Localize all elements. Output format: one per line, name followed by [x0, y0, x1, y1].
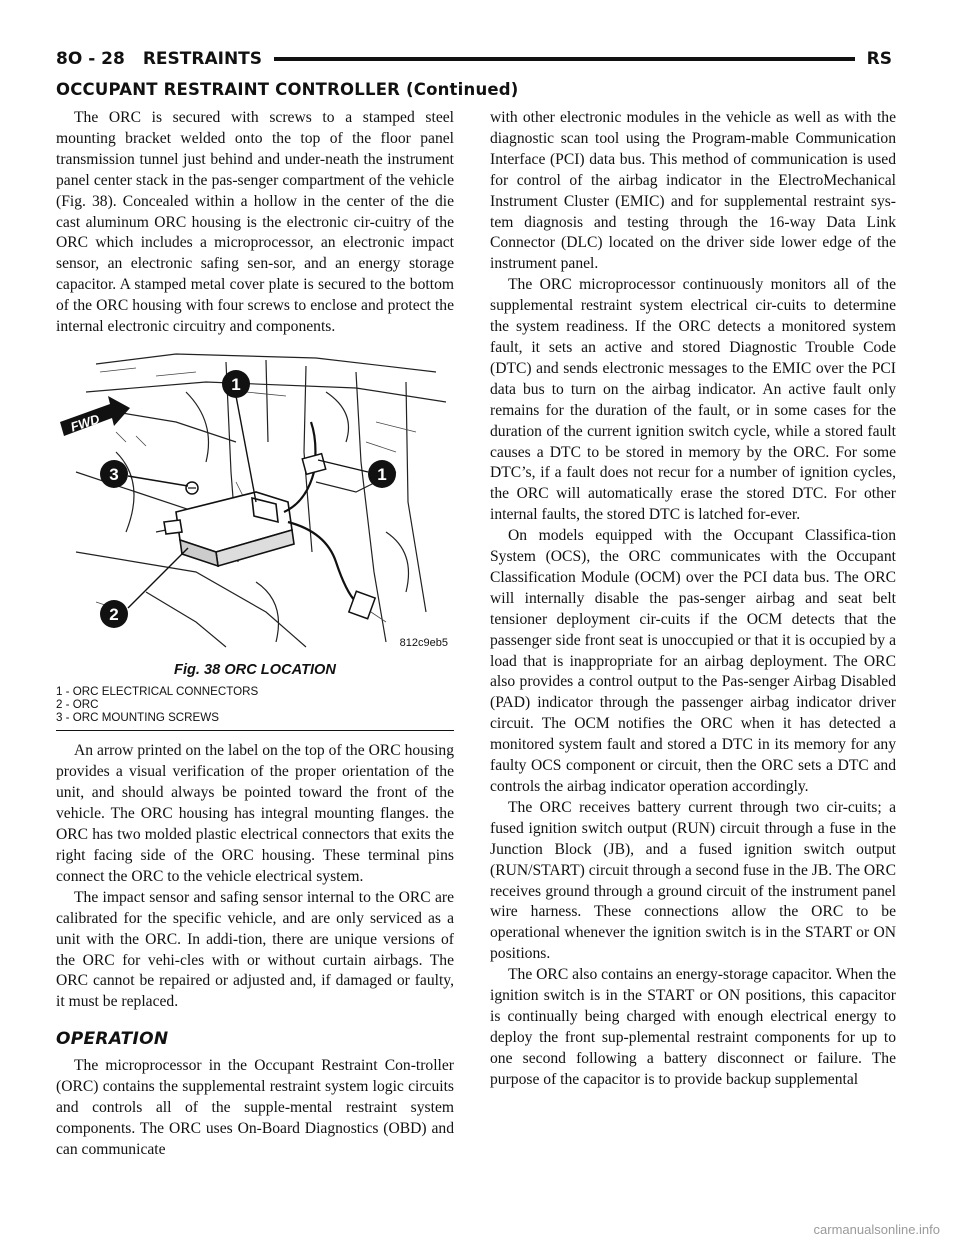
paragraph: On models equipped with the Occupant Classifica-tion System (OCS), the ORC communicates with the Occupant Classification Module (OCM) over the PCI data bus. The ORC will internally disable the pas-senger airbag and seat belt tensioner deployment cir-cuits if the OCM detects that the passenger side front seat is unoccupied or that it is occupied by a load that is inappropriate for an airbag deployment. The ORC also provides a control output to the Pas-senger Airbag Disabled (PAD) indicator through the passenger airbag indicator driver circuit. The OCM notifies the ORC when it has detected a monitored system fault and stored a DTC in its memory for any faulty OCS component or circuit, then the ORC sets a DTC and controls the airbag indicator operation accordingly.: [490, 527, 896, 795]
svg-text:1: 1: [231, 374, 241, 394]
callout-1-right: [368, 460, 396, 488]
callout-3: [100, 460, 128, 488]
callout-1-top: [222, 370, 250, 398]
post-figure-text: [56, 741, 454, 1013]
fwd-arrow: [60, 396, 130, 436]
svg-text:2: 2: [109, 604, 119, 624]
fwd-label: FWD: [68, 411, 102, 435]
section-name: RESTRAINTS: [142, 49, 263, 69]
paragraph: The impact sensor and safing sensor internal to the ORC are calibrated for the specific vehicle, and are only serviced as a unit with the ORC. In addi-tion, there are unique versions of the ORC for vehi-cles with or without curtain airbags. The ORC cannot be repaired or adjusted and, if damaged or faulty, it must be replaced.: [56, 888, 454, 1011]
watermark: carmanualsonline.info: [813, 1222, 940, 1237]
legend-item: 2 - ORC: [56, 698, 99, 712]
image-code: 812c9eb5: [399, 636, 448, 649]
figure-legend: [56, 685, 454, 732]
figure-caption: Fig. 38 ORC LOCATION: [174, 661, 336, 678]
svg-text:3: 3: [109, 464, 119, 484]
paragraph: The ORC also contains an energy-storage capacitor. When the ignition switch is in the START or ON positions, this capacitor is continually being charged with enough electrical energy to deploy the front sup-plemental restraint components for up to one second following a battery disconnect or failure. The purpose of the capacitor is to provide backup supplemental: [490, 966, 896, 1088]
paragraph: An arrow printed on the label on the top of the ORC housing provides a visual verification of the proper orientation of the unit, and should always be pointed toward the front of the vehicle. The ORC housing has integral mounting flanges. the ORC has two molded plastic electrical connectors that exits the right facing side of the ORC housing. These terminal pins connect the ORC to the vehicle electrical system.: [56, 742, 454, 885]
legend-item: 3 - ORC MOUNTING SCREWS: [56, 711, 219, 725]
figure-orc-location: [56, 352, 454, 652]
paragraph: The microprocessor in the Occupant Restraint Con-troller (ORC) contains the supplemental restraint system logic circuits and controls all of the supple-mental restraint system components. The ORC uses On-Board Diagnostics (OBD) and can communicate: [56, 1057, 454, 1158]
callout-2: [100, 600, 128, 628]
paragraph: The ORC is secured with screws to a stamped steel mounting bracket welded onto the top of the floor panel transmission tunnel just behind and under-neath the instrument panel center stack in the pas-senger compartment of the vehicle (Fig. 38). Concealed within a hollow in the center of the die cast aluminum ORC housing is the electronic cir-cuitry of the ORC which includes a microprocessor, an electronic impact sensor, an electronic safing sen-sor, and an energy storage capacitor. A stamped metal cover plate is secured to the bottom of the ORC housing with four screws to enclose and protect the internal electronic circuitry and components.: [56, 109, 454, 336]
left-column: [56, 108, 454, 1161]
header-rule: [274, 57, 855, 61]
paragraph: The ORC microprocessor continuously monitors all of the supplemental restraint system electrical cir-cuits to determine the system readiness. If the ORC detects a monitored system fault, it sets an active and stored Diagnostic Trouble Code (DTC) and sends electronic messages to the EMIC over the PCI data bus to turn on the airbag indicator. An active fault only remains for the duration of the fault, or in some cases for the duration of the current ignition switch cycle, while a stored fault causes a DTC to be stored in memory by the ORC. For some DTC’s, if a fault does not recur for a number of ignition cycles, the ORC will automatically erase the stored DTC. For other internal faults, the stored DTC is latched for-ever.: [490, 276, 896, 524]
page-header: [56, 46, 892, 72]
legend-item: 1 - ORC ELECTRICAL CONNECTORS: [56, 684, 259, 698]
paragraph: The ORC receives battery current through two cir-cuits; a fused ignition switch output (RUN) circuit through a fuse in the Junction Block (JB), and a fused ignition switch output (RUN/START) circuit through a second fuse in the JB. The ORC receives ground through a ground circuit of the instrument panel wire harness. These connections allow the ORC to be operational whenever the ignition switch is in the START or ON positions.: [490, 798, 896, 963]
page-number: 8O - 28: [56, 49, 125, 69]
paragraph: with other electronic modules in the vehicle as well as with the diagnostic scan tool using the Program-mable Communication Interface (PCI) data bus. This method of communication is used for control of the airbag indicator in the ElectroMechanical Instrument Cluster (EMIC) and for supplemental restraint sys-tem diagnosis and testing through the 16-way Data Link Connector (DLC) located on the driver side lower edge of the instrument panel.: [490, 109, 896, 273]
svg-text:1: 1: [377, 464, 387, 484]
operation-heading: OPERATION: [56, 1029, 169, 1050]
orc-location-illustration: [56, 352, 454, 652]
right-column: [490, 108, 896, 1091]
section-code: RS: [866, 49, 892, 69]
page-title: OCCUPANT RESTRAINT CONTROLLER (Continued): [56, 80, 519, 99]
